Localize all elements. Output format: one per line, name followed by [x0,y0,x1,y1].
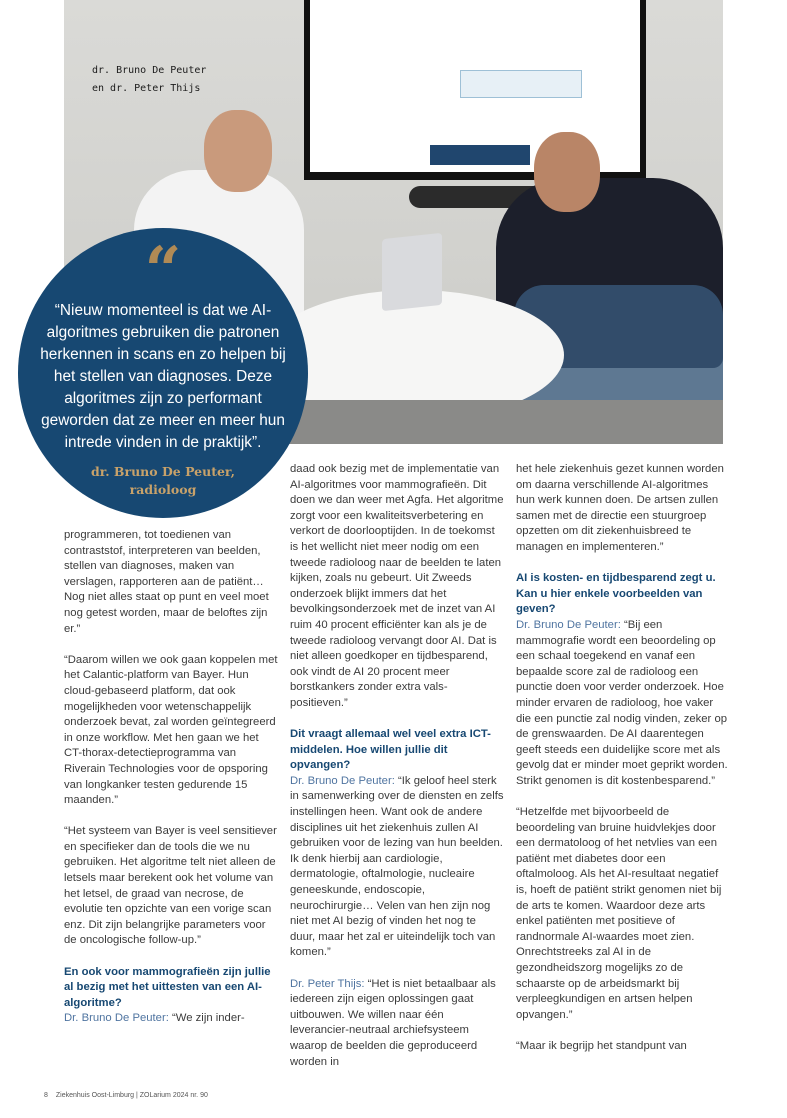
caption-line-1: dr. Bruno De Peuter [92,65,207,76]
col1-paragraph-4-text: “We zijn inder- [168,1012,245,1025]
col2-speaker-1: Dr. Bruno De Peuter: [290,774,395,787]
col2-paragraph-2 [290,774,504,961]
col1-speaker: Dr. Bruno De Peuter: [64,1012,169,1025]
article-column-2 [290,462,504,1086]
article-column-3 [516,462,730,1070]
photo-person-left-head [204,110,272,192]
quote-mark-icon: “ [144,233,182,308]
col3-paragraph-4: “Maar ik begrijp het standpunt van [516,1039,687,1052]
col3-paragraph-2 [516,618,730,790]
col2-speaker-2: Dr. Peter Thijs: [290,977,365,990]
col2-question-heading: Dit vraagt allemaal wel veel extra ICT-middelen. Hoe willen jullie dit opvangen? [290,728,491,772]
col2-paragraph-3 [290,977,504,1071]
col3-speaker: Dr. Bruno De Peuter: [516,618,621,631]
col1-question-heading: En ook voor mammografieën zijn jullie al bezig met het uittesten van een AI-algoritme? [64,965,271,1009]
page-number: 8 [44,1092,48,1099]
publication-name: Ziekenhuis Oost-Limburg | ZOLarium 2024 nr. 90 [55,1092,208,1099]
col3-question-heading: AI is kosten- en tijdbesparend zegt u. Kan u hier enkele voorbeelden van geven? [516,572,716,616]
col1-paragraph-1: programmeren, tot toedienen van contraststof, interpreteren van beelden, stellen van diagnoses, maken van verslagen, rapporteren aan de patiënt… Nog niet alles staat op punt en veel moet nog getest worden, maar de beloftes zijn er.” [64,529,269,635]
caption-line-2: en dr. Peter Thijs [92,83,201,94]
article-column-1 [64,528,278,1043]
col3-paragraph-3: “Hetzelfde met bijvoorbeeld de beoordeling van bruine huidvlekjes door een dermatoloog of het netvlies van een patiënt met diabetes door een oftalmoloog. Als het AI-resultaat negatief is, hoeft de patiënt strikt genomen niet bij de arts te komen. Waardoor deze arts enkel patiënten met positieve of randnormale AI-waardes moet zien. Onrechtstreeks zal AI in de gezondheidszorg mogelijks zo de schaarste op de arbeidsmarkt bij verpleegkundigen en artsen helpen opvangen.” [516,806,722,1021]
pullquote-text: “Nieuw momenteel is dat we AI-algoritmes gebruiken die patronen herkennen in scans en zo helpen bij het stellen van diagnoses. Deze algoritmes zijn zo performant geworden dat ze meer en meer hun intrede vinden in de praktijk”. [40,302,286,451]
photo-laptop [382,233,442,311]
photo-person-right-head [534,132,600,212]
col2-paragraph-3-text: “Het is niet betaalbaar als iedereen zijn eigen oplossingen gaat uitbouwen. We willen naar één leverancier-neutraal archiefsysteem waarop de beelden die geproduceerd worden in [290,977,496,1068]
col1-paragraph-4 [64,1011,278,1027]
col2-paragraph-1: daad ook bezig met de implementatie van AI-algoritmes voor mammografieën. Dit doen we dan weer met Agfa. Het algoritme zorgt voor een kwaliteitsverbetering en verkort de doorlooptijden. In de toekomst is het wellicht niet meer nodig om een tweede radioloog naar de beelden te laten kijken, zoals nu gebeurt. Uit Zweeds onderzoek blijkt immers dat het bevolkingsonderzoek met de inzet van AI ruim 40 procent efficiënter kan als je de tweede radioloog vervangt door AI. Dat is niet alleen goedkoper en tijdbesparend, ook vindt de AI 20 procent meer borstkankers zonder extra vals-positieven.” [290,463,504,709]
photo-screen-logo [460,70,582,98]
col3-paragraph-2-text: “Bij een mammografie wordt een beoordeling op een schaal toegekend en vanaf een bepaalde score zal de radioloog een punctie doen voor verder onderzoek. Hoe minder ervaren de radioloog, hoe vaker die een punctie zal nodig vinden, zeker op de grenswaarden. De AI daarentegen geeft steeds een duidelijke score met als gevolg dat er minder moet geprikt worden. Strikt genomen is dit kostenbesparend.” [516,618,728,787]
col1-paragraph-3: “Het systeem van Bayer is veel sensitiever en specifieker dan de tools die we nu gebruiken. Het algoritme telt niet alleen de letsels maar berekent ook het volume van het letsel, de graad van necrose, de evolutie ten opzichte van een vorige scan enz. Dit zijn belangrijke parameters voor de oncologische follow-up.” [64,825,277,947]
page-footer [44,1092,208,1099]
photo-screen-bar [430,145,530,165]
pullquote-author-role: radioloog [129,482,197,497]
col1-paragraph-2: “Daarom willen we ook gaan koppelen met het Calantic-platform van Bayer. Hun cloud-gebaseerd platform, dat ook mogelijkheden voor wetenschappelijk onderzoek bevat, zal worden geïntegreerd in onze workflow. Met hen gaan we het CT-thorax-detectieprogramma van Riverain Technologies voor de opsporing van longkanker testen gedurende 15 maanden.” [64,653,278,807]
col2-paragraph-2-text: “Ik geloof heel sterk in samenwerking over de diensten en zelfs instellingen heen. Want ook de andere disciplines uit het ziekenhuis zullen AI gebruiken voor de lezing van hun beelden. Ik denk hierbij aan cardiologie, dermatologie, oftalmologie, nucleaire geneeskunde, endoscopie, neurochirurgie… Velen van hen zijn nog niet met AI bezig of vinden het nog te duur, maar het zal er uiteindelijk toch van komen.” [290,774,504,959]
pullquote-author [18,463,308,499]
pullquote-circle [18,228,308,518]
pullquote-author-name: dr. Bruno De Peuter, [91,464,235,479]
col3-paragraph-1: het hele ziekenhuis gezet kunnen worden om daarna verschillende AI-algoritmes hun werk kunnen doen. De artsen zullen samen met de directie een stuurgroep opzetten om dit ziekenhuisbreed te managen en implementeren.” [516,463,724,553]
photo-caption [92,62,206,98]
